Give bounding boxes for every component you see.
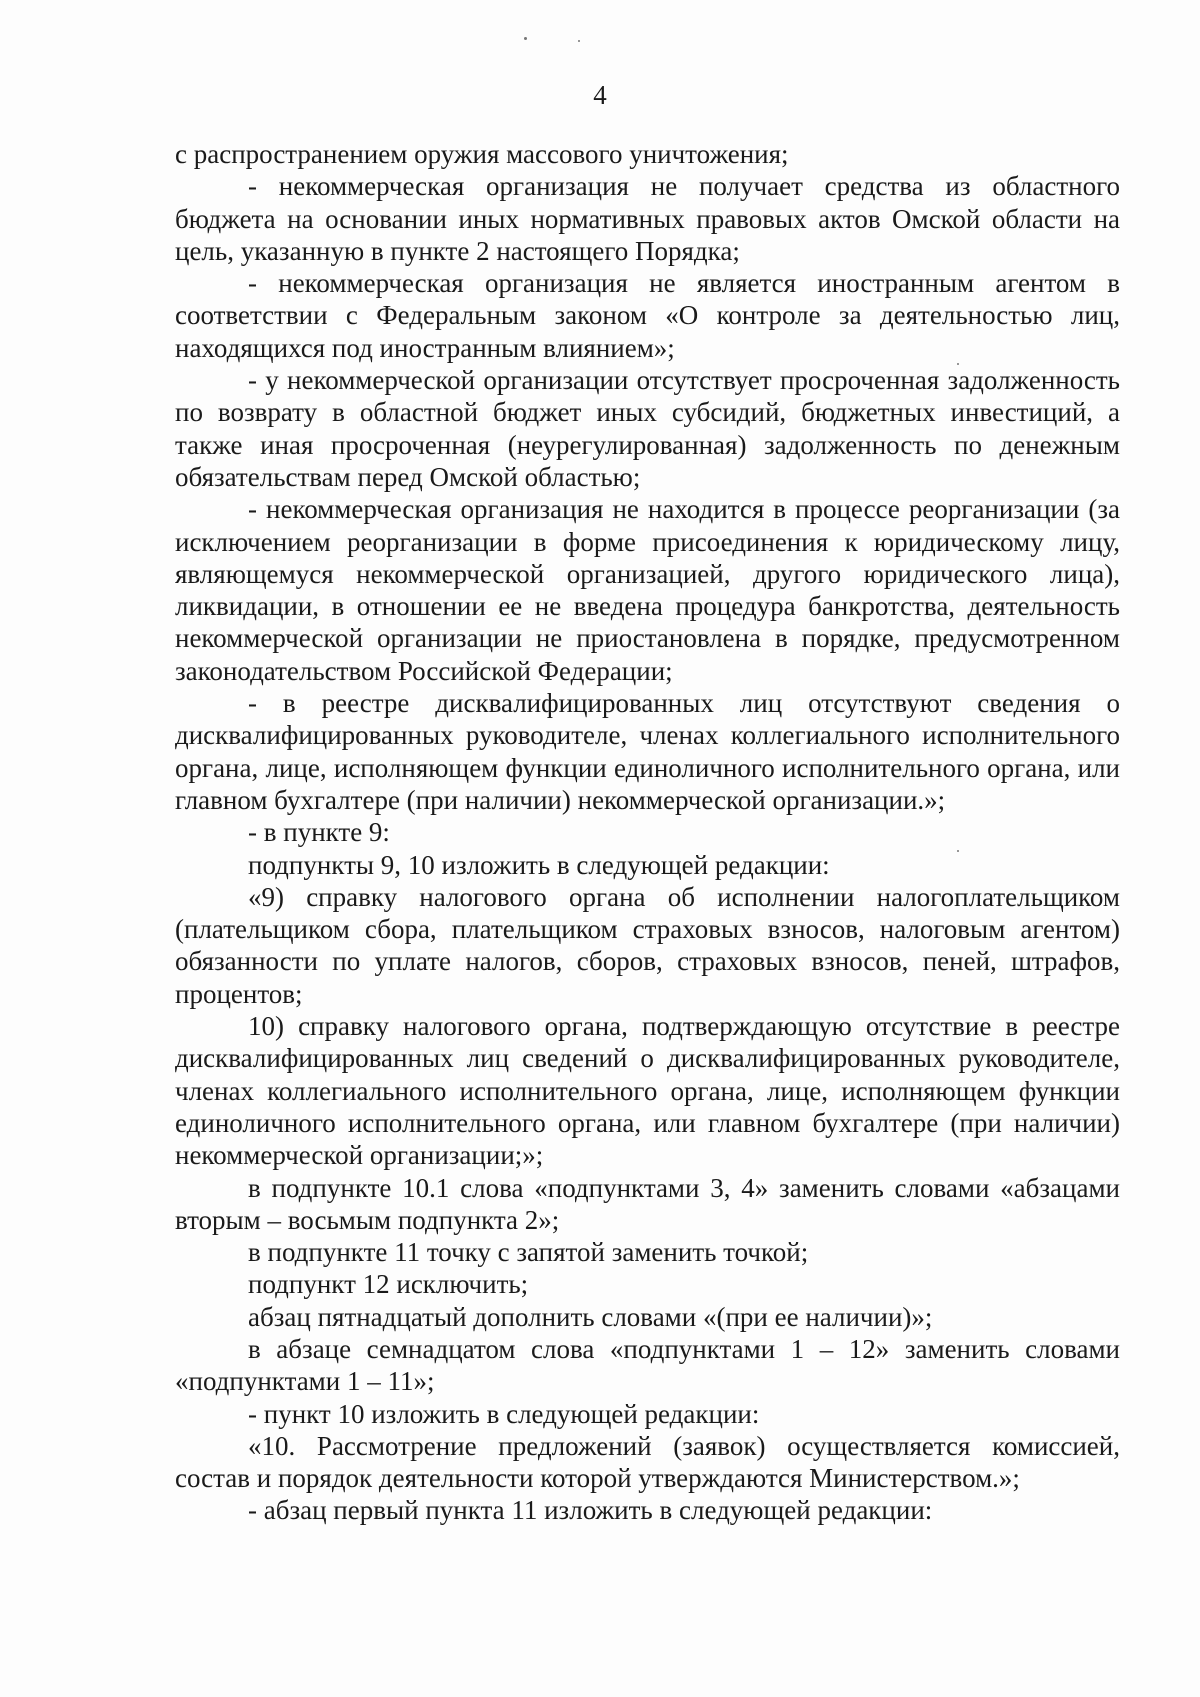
paragraph: - в реестре дисквалифицированных лиц отсутствуют сведения о дисквалифицированных руководителе, членах коллегиального исполнительного органа, лице, исполняющем функции единоличного исполнительного органа, или главном бухгалтере (при наличии) некоммерческой организации.»; xyxy=(175,688,1120,815)
paragraph: - в пункте 9: xyxy=(248,817,390,848)
paragraph: «10. Рассмотрение предложений (заявок) осуществляется комиссией, состав и порядок деятельности которой утверждаются Министерством.»; xyxy=(175,1430,1120,1494)
paragraph: абзац пятнадцатый дополнить словами «(при ее наличии)»; xyxy=(248,1301,933,1332)
scan-speck xyxy=(578,40,580,42)
paragraph: - абзац первый пункта 11 изложить в следующей редакции: xyxy=(248,1495,933,1526)
paragraph: 10) справку налогового органа, подтверждающую отсутствие в реестре дисквалифицированных лиц сведений о дисквалифицированных руководителе, членах коллегиального исполнительного органа, лице, исполняющем функции единоличного исполнительного органа, или главном бухгалтере (при наличии) некоммерческой организации;»; xyxy=(175,1011,1120,1171)
paragraph: - у некоммерческой организации отсутствует просроченная задолженность по возврату в областной бюджет иных субсидий, бюджетных инвестиций, а также иная просроченная (неурегулированная) задолженность по денежным обязательствам перед Омской областью; xyxy=(175,365,1120,492)
document-body xyxy=(175,138,1120,1527)
paragraph: в абзаце семнадцатом слова «подпунктами 1 – 12» заменить словами «подпунктами 1 – 11»; xyxy=(175,1333,1120,1397)
paragraph: подпункт 12 исключить; xyxy=(248,1269,529,1300)
page-number: 4 xyxy=(593,80,607,110)
paragraph: подпункты 9, 10 изложить в следующей редакции: xyxy=(248,849,830,880)
paragraph: в подпункте 10.1 слова «подпунктами 3, 4» заменить словами «абзацами вторым – восьмым подпункта 2»; xyxy=(175,1172,1120,1235)
paragraph: с распространением оружия массового уничтожения; xyxy=(175,139,789,169)
paragraph: - некоммерческая организация не получает средства из областного бюджета на основании иных нормативных правовых актов Омской области на цель, указанную в пункте 2 настоящего Порядка; xyxy=(175,171,1120,266)
paragraph: в подпункте 11 точку с запятой заменить точкой; xyxy=(248,1237,809,1268)
scan-speck xyxy=(524,37,527,40)
paragraph: - некоммерческая организация не является иностранным агентом в соответствии с Федеральным законом «О контроле за деятельностью лиц, находящихся под иностранным влиянием»; xyxy=(175,268,1120,363)
paragraph: - некоммерческая организация не находится в процессе реорганизации (за исключением реорганизации в форме присоединения к юридическому лицу, являющемуся некоммерческой организацией, другого юридического лица), ликвидации, в отношении ее не введена процедура банкротства, деятельность некоммерческой организации не приостановлена в порядке, предусмотренном законодательством Российской Федерации; xyxy=(175,494,1120,686)
paragraph: - пункт 10 изложить в следующей редакции: xyxy=(248,1398,760,1429)
paragraph: «9) справку налогового органа об исполнении налогоплательщиком (плательщиком сбора, плательщиком страховых взносов, налоговым агентом) обязанности по уплате налогов, сборов, страховых взносов, пеней, штрафов, процентов; xyxy=(175,881,1120,1009)
